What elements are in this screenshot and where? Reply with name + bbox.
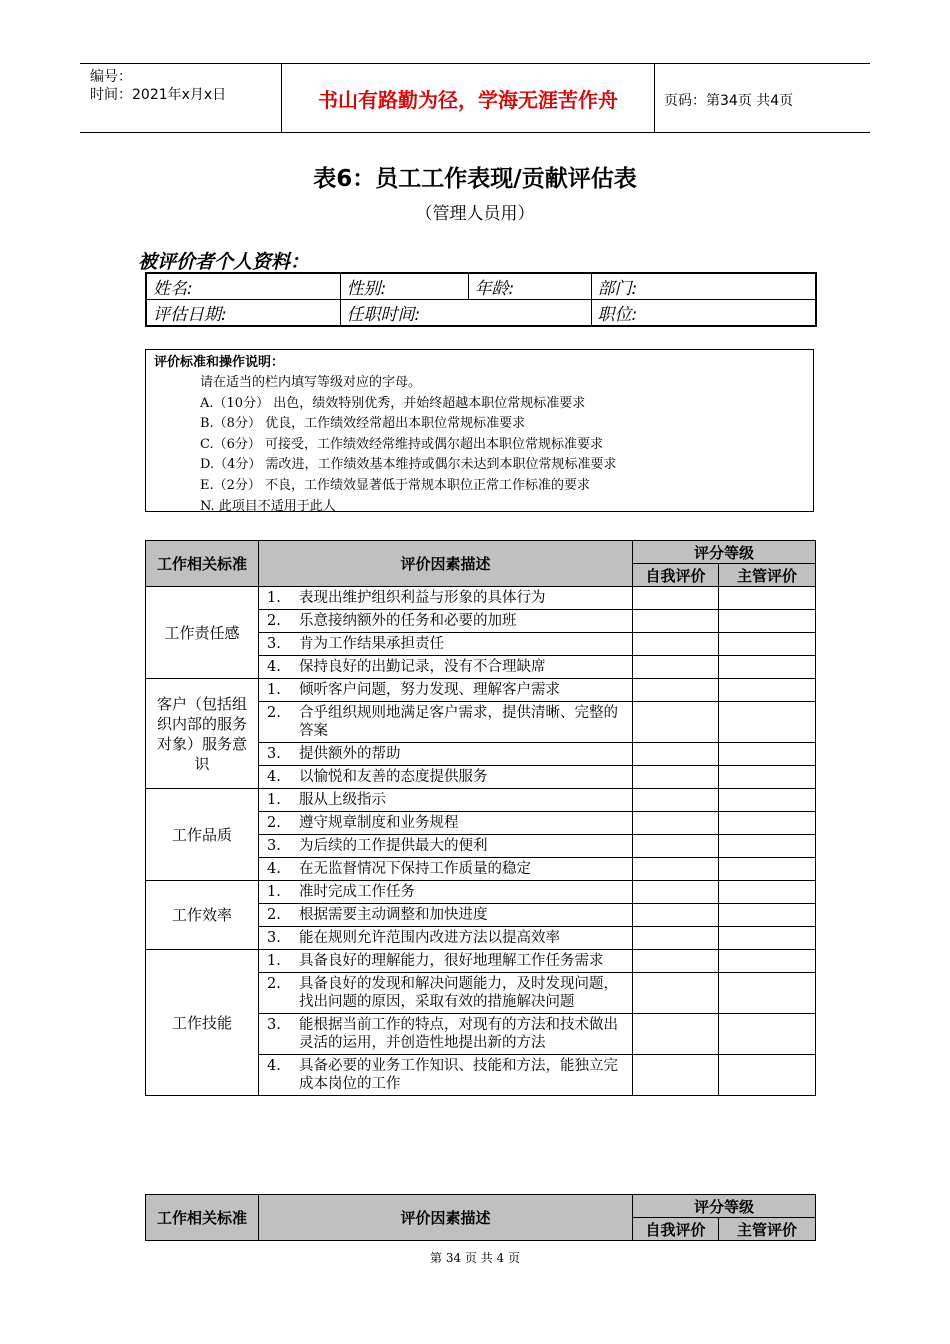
col-rating-header: 评分等级 [633,541,816,564]
factor-text: 在无监督情况下保持工作质量的稳定 [299,861,531,877]
category-cell: 工作技能 [146,950,259,1096]
factor-number: 2. [267,815,281,831]
factor-text: 能根据当前工作的特点，对现有的方法和技术做出灵活的运用，并创造性地提出新的方法 [299,1017,618,1051]
factor-description [259,789,633,812]
position-field[interactable]: 职位: [591,300,816,327]
manager-rating-cell[interactable] [719,656,816,679]
factor-text: 提供额外的帮助 [299,746,401,762]
self-rating-cell[interactable] [633,835,719,858]
manager-rating-cell[interactable] [719,743,816,766]
factor-number: 2. [267,907,281,923]
self-rating-cell[interactable] [633,1014,719,1055]
criteria-line: A.（10分） 出色，绩效特别优秀，并始终超越本职位常规标准要求 [200,395,586,411]
criteria-line: D.（4分） 需改进，工作绩效基本维持或偶尔未达到本职位常规标准要求 [200,457,617,473]
criteria-line: 请在适当的栏内填写等级对应的字母。 [200,375,422,390]
factor-text: 具备良好的理解能力，很好地理解工作任务需求 [299,953,604,969]
factor-number: 3. [267,838,281,854]
category-cell: 客户（包括组织内部的服务对象）服务意识 [146,679,259,789]
manager-rating-cell[interactable] [719,633,816,656]
manager-rating-cell[interactable] [719,881,816,904]
table-row [146,950,816,973]
factor-description [259,679,633,702]
factor-description [259,633,633,656]
manager-rating-cell[interactable] [719,587,816,610]
criteria-line: C.（6分） 可接受，工作绩效经常维持或偶尔超出本职位常规标准要求 [200,436,604,452]
factor-number: 4. [267,769,281,785]
factor-number: 2. [267,705,281,721]
col-manager-header: 主管评价 [719,1218,816,1241]
col-self-header: 自我评价 [633,564,719,587]
age-field[interactable]: 年龄: [468,273,591,300]
factor-text: 能在规则允许范围内改进方法以提高效率 [299,930,560,946]
self-rating-cell[interactable] [633,656,719,679]
self-rating-cell[interactable] [633,950,719,973]
manager-rating-cell[interactable] [719,904,816,927]
factor-description [259,610,633,633]
name-field[interactable]: 姓名: [146,273,340,300]
factor-text: 以愉悦和友善的态度提供服务 [299,769,488,785]
self-rating-cell[interactable] [633,973,719,1014]
factor-description [259,858,633,881]
manager-rating-cell[interactable] [719,1014,816,1055]
factor-number: 4. [267,861,281,877]
factor-number: 1. [267,682,281,698]
page-footer: 第 34 页 共 4 页 [430,1251,520,1265]
factor-description [259,587,633,610]
manager-rating-cell[interactable] [719,679,816,702]
factor-number: 3. [267,930,281,946]
factor-description [259,904,633,927]
factor-description [259,927,633,950]
col-standard-header: 工作相关标准 [146,541,259,587]
self-rating-cell[interactable] [633,610,719,633]
self-rating-cell[interactable] [633,766,719,789]
factor-description [259,881,633,904]
col-rating-header: 评分等级 [633,1195,816,1218]
self-rating-cell[interactable] [633,812,719,835]
factor-description [259,702,633,743]
criteria-heading: 评价标准和操作说明： [154,355,285,370]
department-field[interactable]: 部门: [591,273,816,300]
manager-rating-cell[interactable] [719,702,816,743]
table-row [146,587,816,610]
category-cell: 工作品质 [146,789,259,881]
factor-text: 具备良好的发现和解决问题能力，及时发现问题，找出问题的原因，采取有效的措施解决问题 [299,976,618,1010]
col-desc-header: 评价因素描述 [259,1195,633,1241]
section-title: 被评价者个人资料： [138,251,310,273]
evaluation-table [145,540,816,1096]
manager-rating-cell[interactable] [719,927,816,950]
page-header [80,63,870,133]
factor-number: 4. [267,659,281,675]
form-subtitle: （管理人员用） [415,204,535,224]
factor-number: 1. [267,792,281,808]
criteria-line: B.（8分） 优良，工作绩效经常超出本职位常规标准要求 [200,416,526,432]
manager-rating-cell[interactable] [719,1055,816,1096]
self-rating-cell[interactable] [633,679,719,702]
table-row [146,679,816,702]
factor-number: 3. [267,636,281,652]
form-title: 表6：员工工作表现/贡献评估表 [313,166,637,192]
factor-text: 表现出维护组织利益与形象的具体行为 [299,590,546,606]
manager-rating-cell[interactable] [719,766,816,789]
criteria-line: N. 此项目不适用于此人 [200,498,336,514]
factor-text: 保持良好的出勤记录，没有不合理缺席 [299,659,546,675]
factor-text: 合乎组织规则地满足客户需求，提供清晰、完整的答案 [299,705,618,739]
criteria-list [200,373,617,517]
col-manager-header: 主管评价 [719,564,816,587]
self-rating-cell[interactable] [633,1055,719,1096]
self-rating-cell[interactable] [633,702,719,743]
manager-rating-cell[interactable] [719,973,816,1014]
factor-number: 4. [267,1058,281,1074]
factor-text: 根据需要主动调整和加快进度 [299,907,488,923]
tenure-field[interactable]: 任职时间: [340,300,591,327]
evaluation-table-continued [145,1194,816,1241]
factor-number: 1. [267,884,281,900]
self-rating-cell[interactable] [633,858,719,881]
manager-rating-cell[interactable] [719,812,816,835]
col-standard-header: 工作相关标准 [146,1195,259,1241]
header-page-info: 页码：第34页 共4页 [664,93,794,109]
factor-text: 肯为工作结果承担责任 [299,636,444,652]
header-time: 时间：2021年x月x日 [90,87,227,103]
factor-text: 准时完成工作任务 [299,884,415,900]
factor-text: 乐意接纳额外的任务和必要的加班 [299,613,517,629]
factor-text: 倾听客户问题，努力发现、理解客户需求 [299,682,560,698]
factor-description [259,743,633,766]
factor-description [259,766,633,789]
criteria-line: E.（2分） 不良，工作绩效显著低于常规本职位正常工作标准的要求 [200,477,591,493]
factor-description [259,1055,633,1096]
col-desc-header: 评价因素描述 [259,541,633,587]
eval-date-field[interactable]: 评估日期: [146,300,340,327]
factor-number: 3. [267,746,281,762]
manager-rating-cell[interactable] [719,610,816,633]
self-rating-cell[interactable] [633,587,719,610]
factor-description [259,950,633,973]
gender-field[interactable]: 性别: [340,273,468,300]
criteria-box [145,349,814,512]
header-motto: 书山有路勤为径，学海无涯苦作舟 [281,64,655,132]
category-cell: 工作责任感 [146,587,259,679]
table-row [146,881,816,904]
table-row [146,789,816,812]
self-rating-cell[interactable] [633,904,719,927]
factor-number: 1. [267,953,281,969]
factor-number: 1. [267,590,281,606]
manager-rating-cell[interactable] [719,950,816,973]
manager-rating-cell[interactable] [719,835,816,858]
factor-description [259,1014,633,1055]
self-rating-cell[interactable] [633,927,719,950]
factor-text: 具备必要的业务工作知识、技能和方法，能独立完成本岗位的工作 [299,1058,618,1092]
self-rating-cell[interactable] [633,743,719,766]
factor-number: 3. [267,1017,281,1033]
manager-rating-cell[interactable] [719,858,816,881]
self-rating-cell[interactable] [633,633,719,656]
col-self-header: 自我评价 [633,1218,719,1241]
factor-description [259,656,633,679]
factor-number: 2. [267,613,281,629]
factor-description [259,973,633,1014]
self-rating-cell[interactable] [633,789,719,812]
factor-text: 为后续的工作提供最大的便利 [299,838,488,854]
factor-number: 2. [267,976,281,992]
header-meta [90,68,280,104]
header-number: 编号： [90,69,132,85]
manager-rating-cell[interactable] [719,789,816,812]
personal-info-table [145,272,817,327]
factor-description [259,812,633,835]
self-rating-cell[interactable] [633,881,719,904]
category-cell: 工作效率 [146,881,259,950]
factor-text: 服从上级指示 [299,792,386,808]
factor-text: 遵守规章制度和业务规程 [299,815,459,831]
factor-description [259,835,633,858]
